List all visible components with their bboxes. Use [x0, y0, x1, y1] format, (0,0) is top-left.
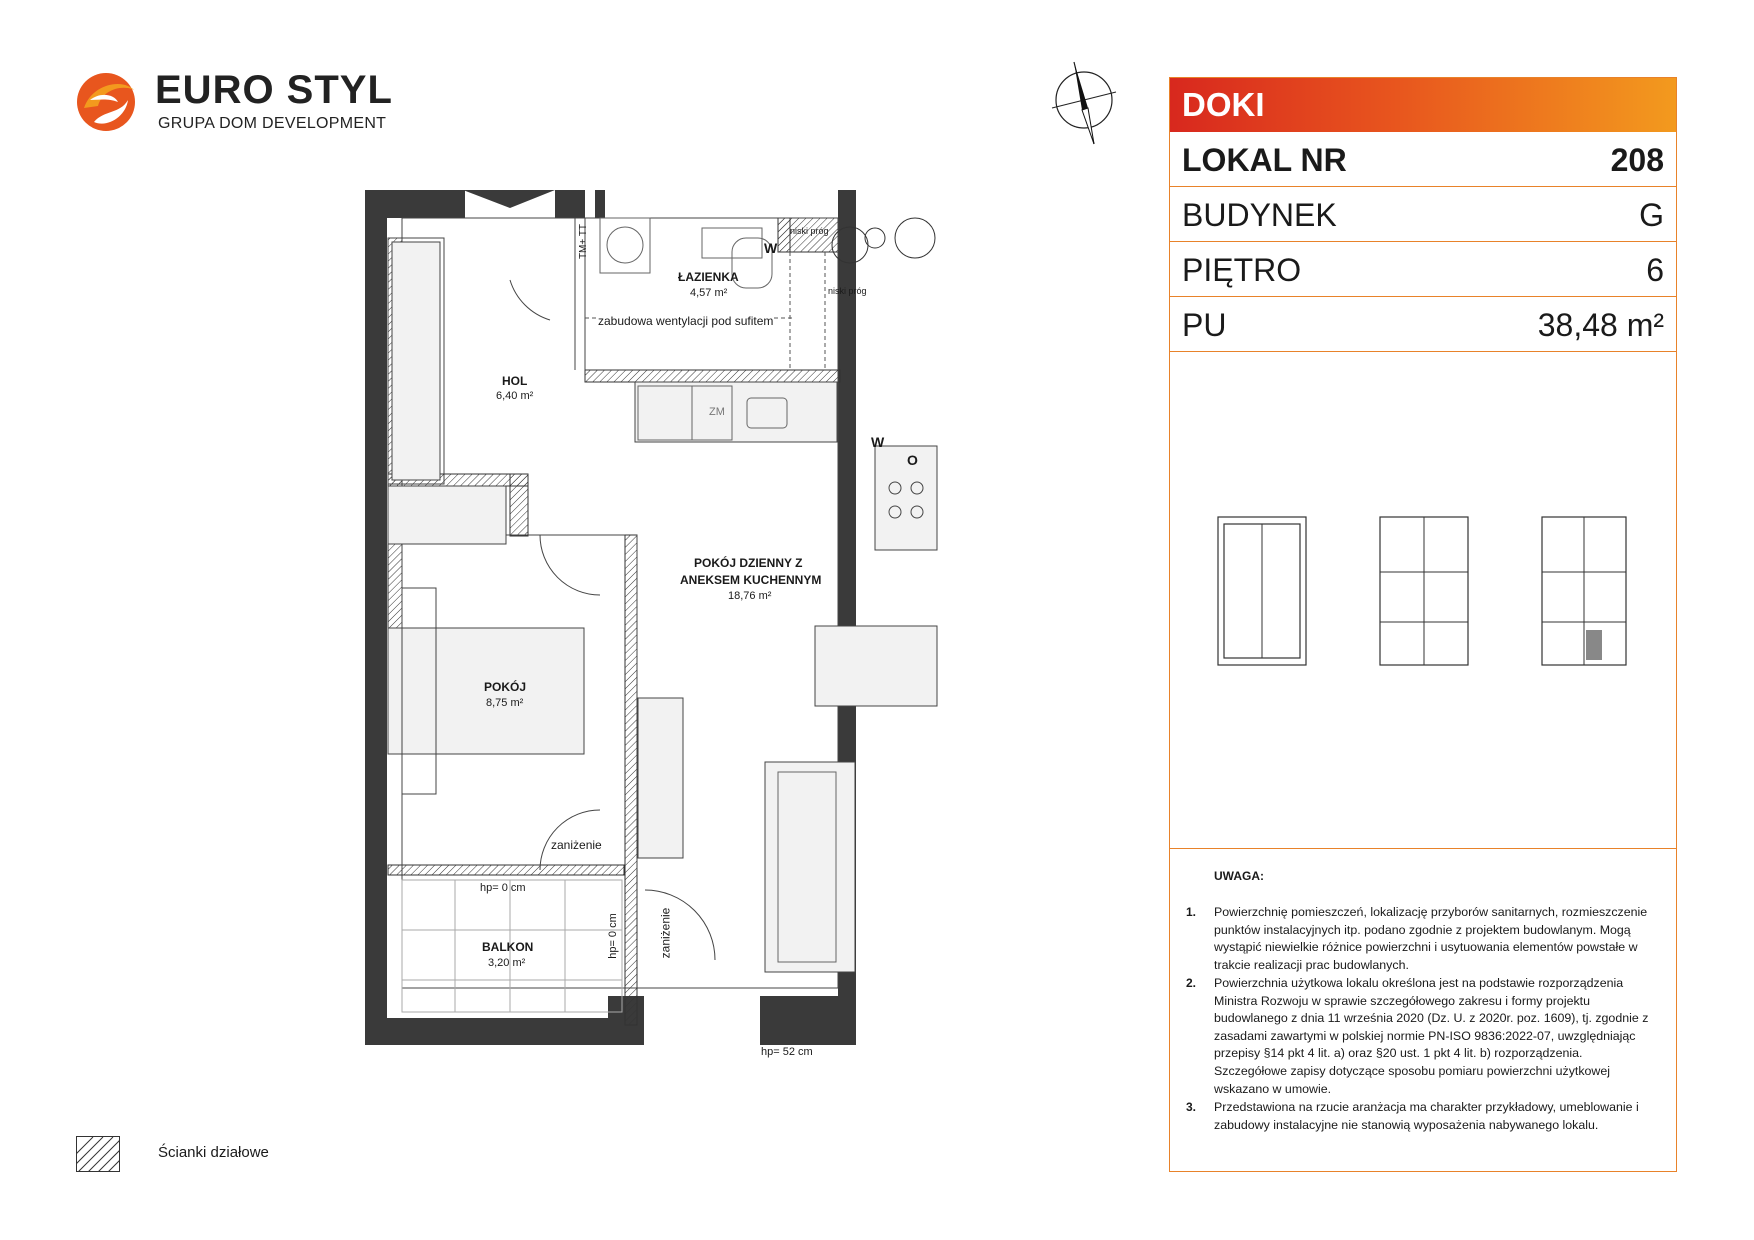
label-zm: ZM — [709, 406, 725, 418]
label-lazienka: ŁAZIENKA — [678, 270, 739, 284]
euro-styl-logo-icon — [74, 70, 144, 134]
note-1-text: Powierzchnię pomieszczeń, lokalizację przyborów sanitarnych, rozmieszczenie punktów instalacyjnych itp. podano zgodnie z projektem budowlanym. Mogą wystąpić niewielkie różnice powierzchni i usytuowania elementów powstałe w trakcie realizacji prac budowlanych. — [1214, 905, 1648, 972]
area-lazienka: 4,57 m² — [690, 287, 728, 299]
label-zanizenie-2: zaniżenie — [658, 907, 673, 959]
label-niski-prog-2: niski próg — [828, 286, 867, 296]
project-header — [1170, 78, 1676, 132]
label-hp-0: hp= 0 cm — [480, 882, 526, 894]
row-pietro-label: PIĘTRO — [1182, 252, 1302, 288]
row-lokal-label: LOKAL NR — [1182, 142, 1347, 178]
info-panel — [1169, 77, 1677, 1172]
label-hp-0-vertical: hp= 0 cm — [606, 913, 619, 959]
row-lokal — [1170, 132, 1676, 187]
row-pietro — [1170, 242, 1676, 297]
label-o: O — [907, 452, 918, 468]
row-lokal-value: 208 — [1610, 142, 1664, 178]
area-pokoj-dzienny: 18,76 m² — [728, 590, 772, 602]
note-2-text: Powierzchnia użytkowa lokalu określona jest na podstawie rozporządzenia Ministra Rozwoju w sprawie szczegółowego zakresu i formy projektu budowlanego z dnia 11 września 2020 (Dz. U. z 2020r. poz. 1609), tj. zgodnie z zasadami zawartymi w polskiej normie PN-ISO 9836:2022-07, uwzględniając przepisy §14 pkt 4 lit. a) oraz §20 ust. 1 pkt 4 lit. b) rozporządzenia. Szczegółowe zapisy dotyczące sposobu pomiaru powierzchni użytkowej wskazano w umowie. — [1214, 976, 1649, 1096]
label-w-2: W — [871, 434, 885, 450]
area-pokoj: 8,75 m² — [486, 697, 524, 709]
label-pokoj: POKÓJ — [484, 680, 527, 694]
label-niski-prog-1: niski próg — [790, 226, 829, 236]
note-3-text: Przedstawiona na rzucie aranżacja ma charakter przykładowy, umeblowanie i zabudowy instalacyjne nie stanowią wyposażenia nabywanego lokalu. — [1214, 1100, 1639, 1132]
row-budynek-value: G — [1639, 197, 1664, 233]
area-balkon: 3,20 m² — [488, 957, 526, 969]
north-arrow-icon — [1048, 58, 1120, 148]
label-tm-tt: TM+ TT — [578, 223, 590, 260]
row-pietro-value: 6 — [1646, 252, 1664, 288]
label-pokoj-dzienny-2: ANEKSEM KUCHENNYM — [680, 573, 822, 587]
label-hol: HOL — [502, 374, 528, 388]
legend-label: Ścianki działowe — [158, 1144, 269, 1161]
note-1-num: 1. — [1186, 905, 1197, 919]
project-name: DOKI — [1182, 86, 1265, 123]
partition-wall-legend-icon — [76, 1136, 120, 1172]
label-pokoj-dzienny-1: POKÓJ DZIENNY Z — [694, 556, 803, 570]
notes-title: UWAGA: — [1214, 869, 1264, 883]
row-pu-label: PU — [1182, 307, 1227, 343]
notes-section — [1170, 848, 1676, 1132]
area-hol: 6,40 m² — [496, 390, 534, 402]
label-hp-52: hp= 52 cm — [761, 1046, 813, 1058]
row-budynek-label: BUDYNEK — [1182, 197, 1337, 233]
brand-name: EURO STYL — [155, 68, 393, 112]
note-3-num: 3. — [1186, 1100, 1197, 1114]
row-pu-value: 38,48 m² — [1537, 307, 1664, 343]
note-2-num: 2. — [1186, 976, 1197, 990]
label-zabudowa: zabudowa wentylacji pod sufitem — [598, 314, 774, 328]
brand-subtitle: GRUPA DOM DEVELOPMENT — [158, 115, 387, 132]
label-w-1: W — [764, 240, 778, 256]
row-budynek — [1170, 187, 1676, 242]
row-pu — [1170, 297, 1676, 352]
label-zanizenie-1: zaniżenie — [551, 838, 602, 852]
label-balkon: BALKON — [482, 940, 534, 954]
